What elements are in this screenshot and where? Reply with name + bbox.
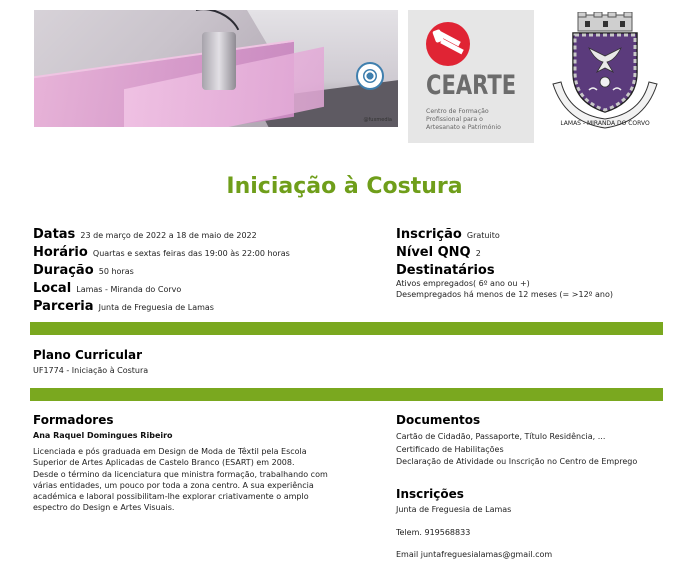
cearte-mark-icon — [426, 22, 470, 66]
plano-item: UF1774 - Iniciação à Costura — [33, 366, 149, 375]
formador-bio: Licenciada e pós graduada em Design de Moda de Têxtil pela Escola Superior de Artes Aplicadas de Castelo Branco (ESART) em 2008. Desde o término da licenciatura que ministra formação, trabalhando com várias entidades, um pouco por toda a zona centro. A sua experiência académica e laboral possibilitam-lhe explorar criativamente o amplo espectro do Design e Artes Visuais. — [33, 447, 328, 513]
inscricoes-phone: Telem. 919568833 — [396, 528, 471, 537]
page-title: Iniciação à Costura — [226, 174, 463, 199]
datas-row: Datas 23 de março de 2022 a 18 de maio de 2022 — [33, 227, 257, 242]
horario-row: Horário Quartas e sextas feiras das 19:00 às 22:00 horas — [33, 245, 290, 260]
parceria-row: Parceria Junta de Freguesia de Lamas — [33, 299, 214, 314]
list-item: Desempregados há menos de 12 meses (= >12º ano) — [396, 290, 613, 299]
formadores-heading: Formadores — [33, 413, 114, 427]
documentos-heading: Documentos — [396, 413, 481, 427]
cearte-logo — [408, 10, 534, 143]
nivel-row: Nível QNQ 2 — [396, 245, 481, 260]
divider-bar — [30, 388, 663, 401]
list-item: Certificado de Habilitações — [396, 444, 504, 454]
list-item: Declaração de Atividade ou Inscrição no Centro de Emprego — [396, 457, 638, 466]
cearte-tagline: Centro de Formação Profissional para o Artesanato e Património — [426, 108, 501, 131]
documentos-list — [396, 431, 637, 469]
lamas-crest-icon — [545, 12, 665, 138]
list-item: Ativos empregados( 6º ano ou +) — [396, 279, 530, 288]
inscricoes-email[interactable]: Email juntafreguesialamas@gmail.com — [396, 550, 553, 559]
duracao-row: Duração 50 horas — [33, 263, 134, 278]
inscricao-row: Inscrição Gratuito — [396, 227, 500, 242]
local-row: Local Lamas - Miranda do Corvo — [33, 281, 182, 296]
sewing-photo — [34, 10, 398, 127]
crest-text: LAMAS - MIRANDA DO CORVO — [560, 120, 650, 127]
badge-icon — [356, 62, 384, 90]
cearte-name: CEARTE — [426, 70, 517, 101]
inscricoes-heading: Inscrições — [396, 487, 464, 501]
plano-heading: Plano Curricular — [33, 348, 143, 362]
inscricoes-entity: Junta de Freguesia de Lamas — [396, 505, 512, 514]
formador-name: Ana Raquel Domingues Ribeiro — [33, 431, 173, 440]
divider-bar — [30, 322, 663, 335]
destinatarios-list — [396, 278, 613, 300]
photo-credit: @fuxmedia — [363, 117, 392, 123]
destinatarios-heading: Destinatários — [396, 263, 495, 278]
list-item: Cartão de Cidadão, Passaporte, Título Residência, ... — [396, 432, 606, 441]
